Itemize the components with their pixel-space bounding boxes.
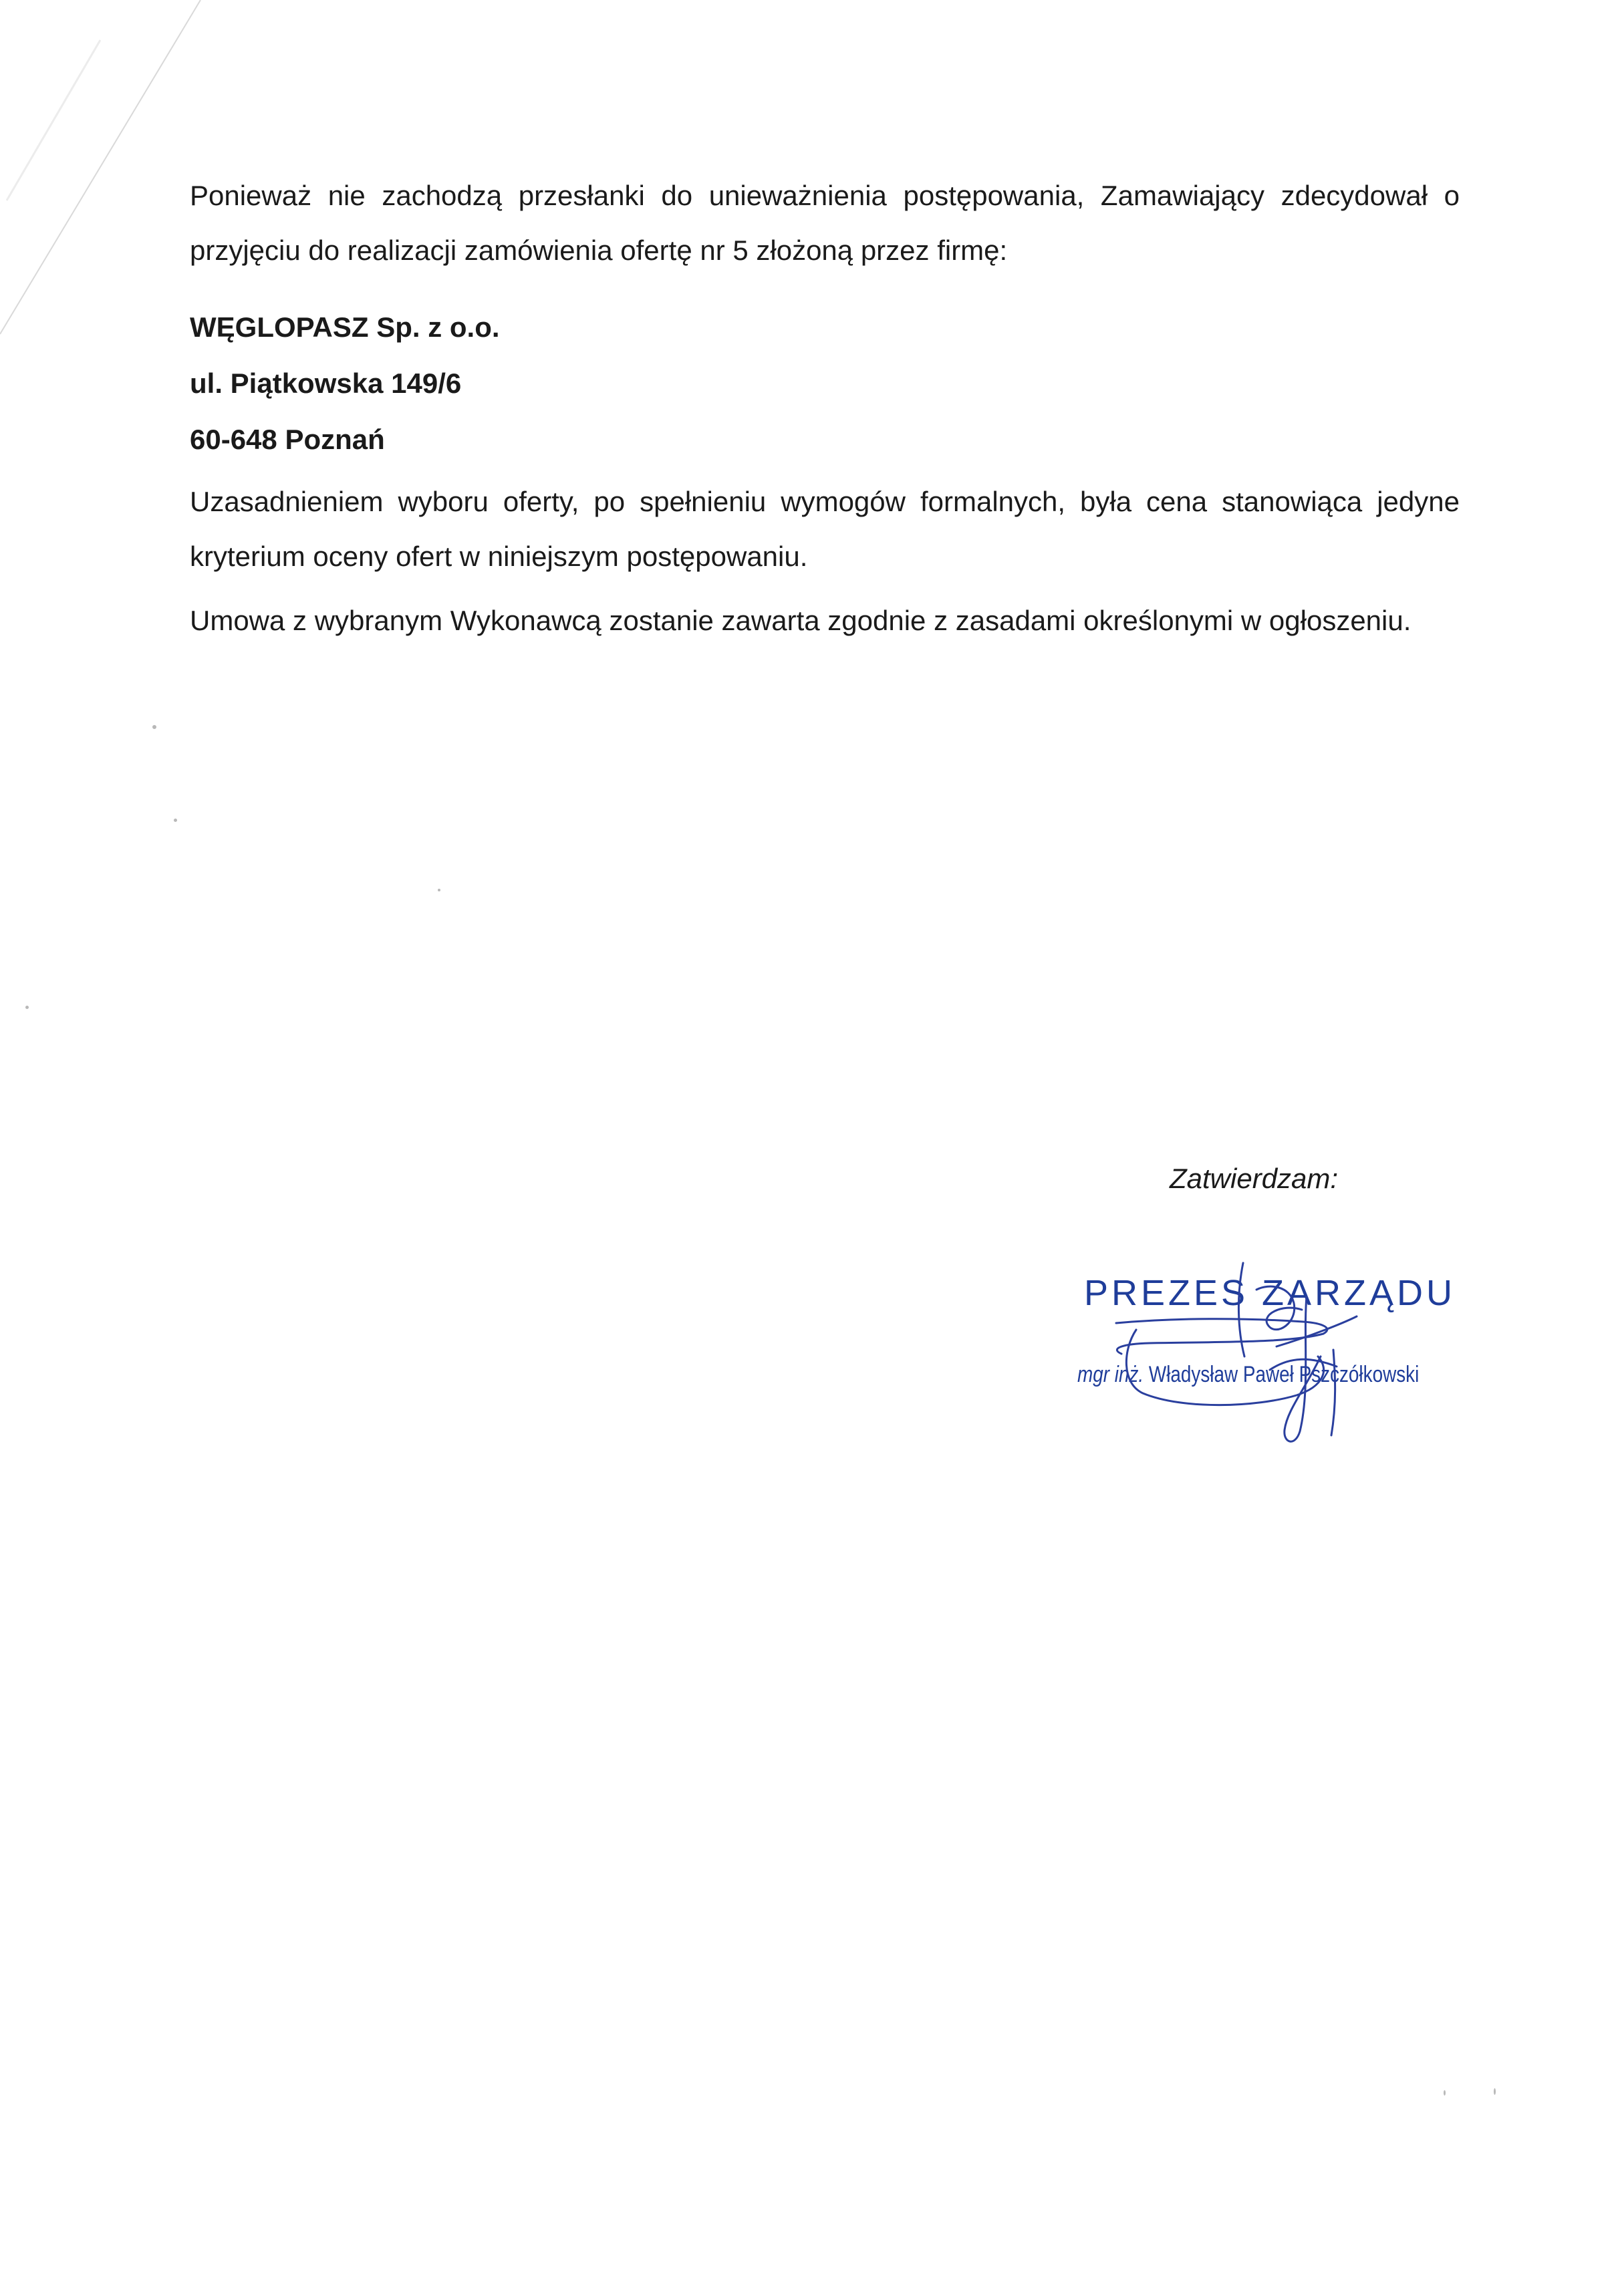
paragraph-decision: Ponieważ nie zachodzą przesłanki do unieważnienia postępowania, Zamawiający zdecydował o przyjęciu do realizacji zamówienia ofertę nr 5 złożoną przez firmę:: [190, 180, 1460, 266]
president-stamp: [1069, 1256, 1457, 1457]
scan-speck: [152, 725, 156, 729]
scan-speck: [1494, 2088, 1496, 2095]
paragraph-contract: Umowa z wybranym Wykonawcą zostanie zawarta zgodnie z zasadami określonymi w ogłoszeniu.: [190, 605, 1412, 636]
stamp-name: Władysław Paweł Pszczółkowski: [1148, 1362, 1420, 1387]
handwritten-signature: [1069, 1256, 1457, 1457]
scan-speck: [25, 1006, 29, 1009]
scan-fold-mark: [0, 0, 214, 347]
paragraph-justification: Uzasadnieniem wyboru oferty, po spełnieniu wymogów formalnych, była cena stanowiąca jedyne kryterium oceny ofert w niniejszym postępowaniu.: [190, 486, 1460, 572]
scan-speck: [174, 819, 177, 822]
company-street: ul. Piątkowska 149/6: [190, 368, 462, 399]
company-name: WĘGLOPASZ Sp. z o.o.: [190, 311, 500, 343]
company-city: 60-648 Poznań: [190, 424, 385, 455]
stamp-title: PREZES ZARZĄDU: [1084, 1273, 1456, 1313]
scan-speck: [1444, 2090, 1446, 2096]
stamp-name-prefix: mgr inż.: [1077, 1362, 1144, 1387]
scan-speck: [438, 889, 440, 891]
approval-label: Zatwierdzam:: [1170, 1163, 1339, 1194]
